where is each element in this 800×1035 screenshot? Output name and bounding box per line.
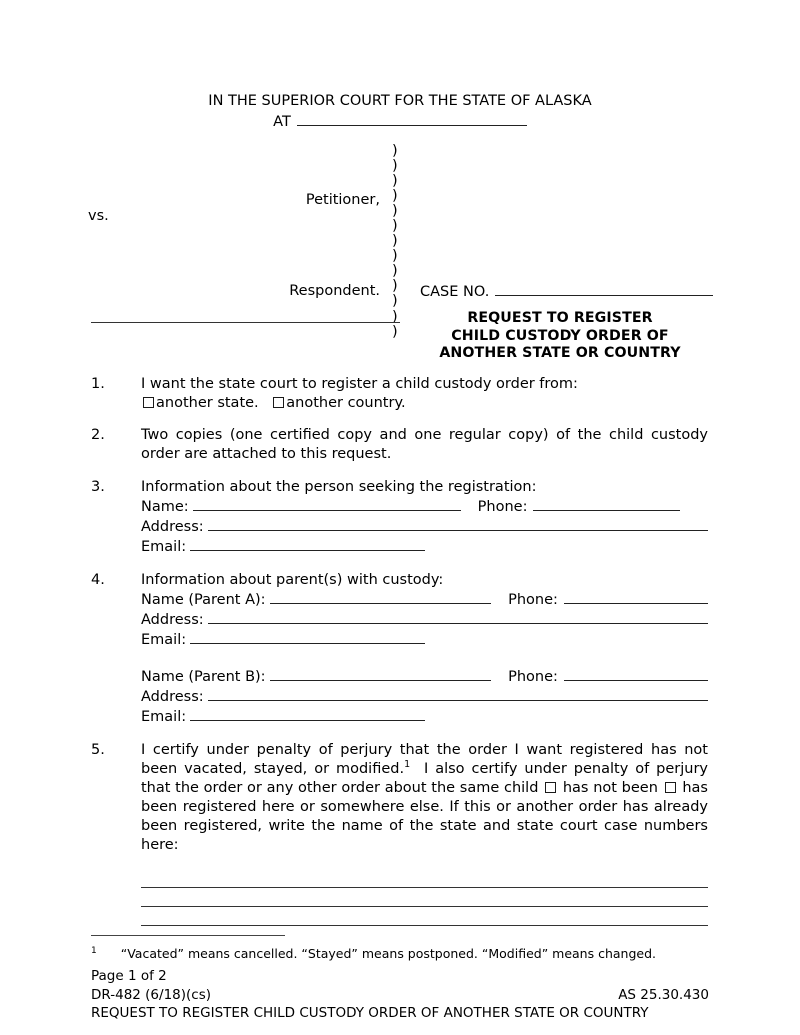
item-1 [0,375,800,413]
parent-a-name-label: Name (Parent A): [141,592,266,608]
item-3-body [141,478,708,557]
item-3-address-label: Address: [141,519,204,535]
caption-paren: ) [392,158,398,175]
item-5-number: 5. [91,742,105,758]
parent-a-address-row [141,610,708,630]
item-5-write-line-2[interactable] [141,888,708,907]
item-1-number: 1. [91,376,105,392]
parent-a-phone-label: Phone: [508,592,558,608]
parent-b-email-input[interactable] [190,707,425,721]
parent-b-address-input[interactable] [208,687,708,701]
parent-b-name-row [141,667,708,687]
parent-b-phone-label: Phone: [508,669,558,685]
item-3-number: 3. [91,479,105,495]
case-caption-block [0,143,800,361]
parent-b-address-row [141,687,708,707]
caption-bottom-rule [91,322,400,323]
court-location-line [0,112,800,132]
item-4 [0,571,800,727]
checkbox-another-country[interactable] [273,397,284,408]
caption-paren: ) [392,143,398,159]
form-items [0,375,800,939]
parent-a-name-row [141,590,708,610]
caption-paren: ) [392,173,398,190]
form-title-line-2: CHILD CUSTODY ORDER OF [451,327,669,344]
checkbox-has-not-been[interactable] [545,782,556,793]
caption-paren: ) [392,233,398,250]
form-title-line-3: ANOTHER STATE OR COUNTRY [439,345,681,361]
parent-a-email-input[interactable] [190,630,425,644]
item-2-text: Two copies (one certified copy and one regular copy) of the child custody order are attached to this request. [141,427,708,462]
item-4-number: 4. [91,572,105,588]
caption-paren: ) [392,308,398,325]
form-title-line-1: REQUEST TO REGISTER [467,310,653,326]
court-location-input[interactable] [297,112,527,126]
case-number-label: CASE NO. [420,284,490,300]
parent-block-spacer [141,650,708,667]
parent-b-email-row [141,707,708,727]
label-has-been: has been registered here or somewhere else. If this or another order has already been registered, write the name of the state and state court case numbers here: [141,780,708,853]
parent-b-email-label: Email: [141,709,187,725]
item-5-write-line-3[interactable] [141,907,708,926]
page-number: Page 1 of 2 [91,968,167,984]
label-another-country: another country. [286,395,406,411]
checkbox-has-been[interactable] [665,782,676,793]
parent-a-name-input[interactable] [270,590,492,604]
caption-paren: ) [392,203,398,220]
case-number-field [420,282,713,300]
item-3-phone-label: Phone: [477,499,528,515]
court-header [0,92,800,132]
item-3-heading: Information about the person seeking the registration: [141,479,537,495]
item-4-body [141,571,708,727]
item-5-text-part-2: I also certify under penalty of perjury that the order or any other order about the same child [141,761,708,796]
item-1-text: I want the state court to register a child custody order from: [141,376,578,392]
parent-b-phone-input[interactable] [564,667,708,681]
page-footer [0,935,800,1035]
item-3-name-row [141,497,708,517]
item-2-number: 2. [91,427,105,443]
court-title-line: IN THE SUPERIOR COURT FOR THE STATE OF ALASKA [208,93,592,109]
caption-paren: ) [392,248,398,265]
item-5-write-line-1[interactable] [141,869,708,888]
versus-label: vs. [88,208,109,224]
case-number-input[interactable] [495,282,713,296]
caption-paren: ) [392,218,398,235]
item-5 [0,741,800,926]
checkbox-another-state[interactable] [143,397,154,408]
footnote-separator [91,935,285,936]
caption-paren: ) [392,323,398,340]
item-1-body [141,375,708,413]
parent-a-address-label: Address: [141,612,204,628]
parent-b-block [141,667,708,727]
item-3-address-row [141,517,708,537]
caption-paren-column [392,144,408,340]
footer-info [91,967,709,1023]
item-3-address-input[interactable] [208,517,708,531]
item-2 [0,426,800,464]
item-3-name-input[interactable] [193,497,461,511]
parent-a-email-label: Email: [141,632,187,648]
form-number: DR-482 (6/18)(cs) [91,986,211,1003]
item-3 [0,478,800,557]
caption-paren: ) [392,188,398,205]
respondent-label: Respondent. [289,283,380,299]
parent-a-phone-input[interactable] [564,590,708,604]
footnote-marker-icon: 1 [404,759,411,771]
footnote [91,945,656,962]
parent-b-name-input[interactable] [270,667,492,681]
parent-a-address-input[interactable] [208,610,708,624]
parent-a-block [141,590,708,650]
item-3-email-label: Email: [141,539,187,555]
item-4-heading: Information about parent(s) with custody: [141,572,444,588]
item-5-body [141,741,708,926]
item-1-options [141,394,708,413]
parent-b-address-label: Address: [141,689,204,705]
statute-reference: AS 25.30.430 [618,986,709,1003]
item-3-email-row [141,537,708,557]
petitioner-label: Petitioner, [305,192,380,208]
item-5-write-in-area [141,869,708,926]
footnote-number: 1 [91,945,97,956]
caption-paren: ) [392,278,398,295]
caption-paren: ) [392,263,398,280]
at-label: AT [273,114,291,130]
item-3-email-input[interactable] [190,537,425,551]
form-title [412,310,708,363]
parent-b-name-label: Name (Parent B): [141,669,266,685]
item-3-name-label: Name: [141,499,189,515]
footnote-text: “Vacated” means cancelled. “Stayed” means postponed. “Modified” means changed. [120,946,656,961]
label-has-not-been: has not been [562,780,658,796]
footer-form-row [91,986,709,1005]
item-5-text-part-1: I certify under penalty of perjury that the order I want registered has not been vacated, stayed, or modified. [141,742,708,777]
label-another-state: another state. [156,395,259,411]
item-3-phone-input[interactable] [533,497,680,511]
parent-a-email-row [141,630,708,650]
footer-form-title: REQUEST TO REGISTER CHILD CUSTODY ORDER OF ANOTHER STATE OR COUNTRY [91,1005,649,1021]
caption-paren: ) [392,293,398,310]
